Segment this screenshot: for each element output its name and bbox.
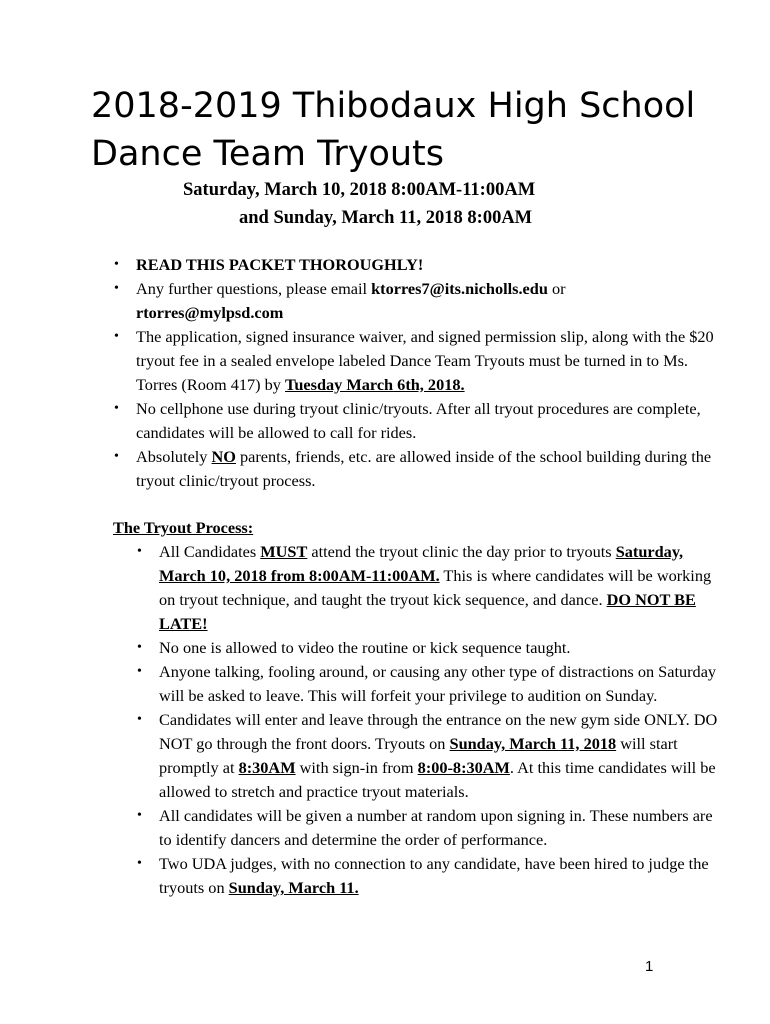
- contact-email-link[interactable]: rtorres@mylpsd.com: [136, 303, 284, 322]
- entrance-text: with sign-in from: [295, 758, 418, 777]
- list-item: [137, 636, 719, 660]
- process-bullet-list: [137, 540, 719, 900]
- application-text: The application, signed insurance waiver, and signed permission slip, along with the $20 tryout fee in a sealed envelope labeled Dance Team Tryouts must be turned in to Ms. Torres (Room 417) by: [136, 327, 714, 394]
- tryout-start-time: 8:30AM: [238, 758, 296, 777]
- bullet-icon: •: [137, 712, 142, 727]
- list-item: [137, 852, 719, 900]
- contact-text: Any further questions, please email: [136, 279, 372, 298]
- visitor-rule-no: NO: [211, 447, 236, 466]
- page-title: 2018-2019 Thibodaux High School Dance Team Tryouts: [91, 86, 696, 174]
- list-item: [114, 445, 716, 493]
- visitor-rule-post: parents, friends, etc. are allowed inside of the school building during the tryout clinic/tryout process.: [136, 447, 712, 490]
- judging-date: Sunday, March 11.: [228, 878, 359, 897]
- bullet-icon: •: [137, 640, 142, 655]
- list-item: [114, 325, 716, 397]
- judges-text: Two UDA judges, with no connection to any candidate, have been hired to judge the tryouts on: [159, 854, 709, 897]
- list-item: [114, 277, 716, 325]
- intro-bullet-list: [114, 253, 716, 493]
- bullet-icon: •: [114, 281, 119, 296]
- application-deadline-end: .: [460, 375, 465, 394]
- bullet-icon: •: [137, 808, 142, 823]
- bullet-icon: •: [137, 856, 142, 871]
- entrance-text: . At this time candidates will be allowed to stretch and practice tryout materials.: [159, 758, 716, 801]
- date-line-saturday: Saturday, March 10, 2018 8:00AM-11:00AM: [183, 180, 536, 200]
- list-item: [137, 540, 719, 636]
- do-not-be-late: DO NOT BE LATE!: [159, 590, 696, 633]
- bullet-icon: •: [137, 664, 142, 679]
- list-item: [137, 660, 719, 708]
- page-number: 1: [645, 958, 654, 975]
- clinic-text: attend the tryout clinic the day prior to tryouts: [307, 542, 616, 561]
- list-item: [114, 397, 716, 445]
- list-item: [137, 708, 719, 804]
- video-rule: No one is allowed to video the routine or kick sequence taught.: [159, 638, 571, 657]
- clinic-date: Saturday, March 10, 2018 from 8:00AM-11:00AM.: [159, 542, 684, 585]
- clinic-must: MUST: [260, 542, 308, 561]
- application-deadline: Tuesday March 6th, 2018: [285, 375, 461, 394]
- distraction-rule: Anyone talking, fooling around, or causing any other type of distractions on Saturday will be asked to leave. This will forfeit your privilege to audition on Sunday.: [159, 662, 717, 705]
- bullet-icon: •: [114, 449, 119, 464]
- bullet-icon: •: [137, 544, 142, 559]
- date-line-sunday: and Sunday, March 11, 2018 8:00AM: [239, 208, 533, 228]
- contact-or: or: [547, 279, 566, 298]
- bullet-icon: •: [114, 401, 119, 416]
- contact-email-link[interactable]: ktorres7@its.nicholls.edu: [371, 279, 548, 298]
- read-packet-notice: READ THIS PACKET THOROUGHLY!: [136, 255, 424, 274]
- bullet-icon: •: [114, 257, 119, 272]
- number-assignment-rule: All candidates will be given a number at random upon signing in. These numbers are to identify dancers and determine the order of performance.: [159, 806, 713, 849]
- visitor-rule-pre: Absolutely: [136, 447, 212, 466]
- sign-in-window: 8:00-8:30AM: [417, 758, 510, 777]
- list-item: [137, 804, 719, 852]
- entrance-text: will start promptly at: [159, 734, 678, 777]
- clinic-text: All Candidates: [159, 542, 261, 561]
- clinic-text: This is where candidates will be working on tryout technique, and taught the tryout kick sequence, and dance.: [159, 566, 712, 609]
- cellphone-rule: No cellphone use during tryout clinic/tryouts. After all tryout procedures are complete, candidates will be allowed to call for rides.: [136, 399, 701, 442]
- entrance-text: Candidates will enter and leave through the entrance on the new gym side ONLY. DO NOT go through the front doors. Tryouts on: [159, 710, 718, 753]
- tryout-process-heading: The Tryout Process:: [113, 518, 254, 537]
- bullet-icon: •: [114, 329, 119, 344]
- list-item: [114, 253, 716, 277]
- tryout-date: Sunday, March 11, 2018: [449, 734, 617, 753]
